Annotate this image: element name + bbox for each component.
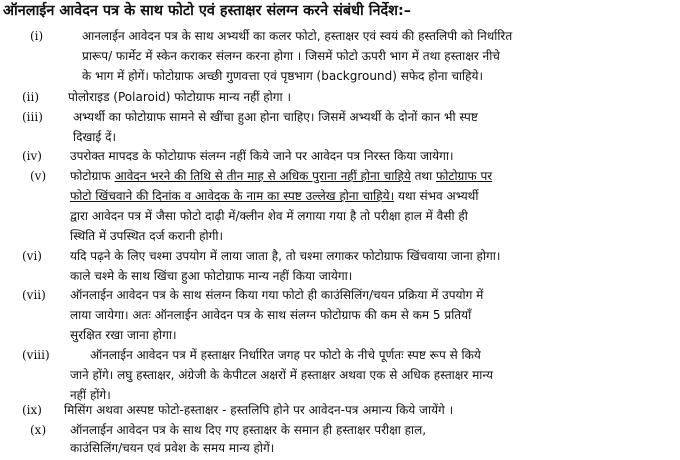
item-text-line: ऑनलाईन आवेदन पत्र में हस्ताक्षर निर्धारित जगह पर फोटो के नीचे पूर्णतः स्पष्ट रूप से किये xyxy=(90,348,481,362)
underlined-text: फोटोग्राफ पर xyxy=(436,169,493,183)
instruction-item-5 xyxy=(0,166,680,246)
item-number: (v) xyxy=(30,169,47,183)
item-text-line: यदि पढ़ने के लिए चश्मा उपयोग में लाया जाता है, तो चश्मा लगाकर फोटोग्राफ खिंचवाया जाना होगा। xyxy=(70,249,501,263)
item-text-line: काउंसिलिंग/चयन एवं प्रवेश के समय मान्य होगें। xyxy=(70,441,275,455)
text-segment: तथा xyxy=(410,169,437,183)
underlined-text: आवेदन भरने की तिथि से तीन माह से अधिक पुराना नहीं होना चाहिये xyxy=(114,169,411,183)
item-number: (iii) xyxy=(22,110,43,124)
item-text-line: स्थिति में उपस्थित दर्ज करानी होगी। xyxy=(70,229,224,243)
text-segment: यथा संभव अभ्यर्थी xyxy=(394,189,479,203)
item-number: (viii) xyxy=(22,348,50,362)
instruction-item-3 xyxy=(0,107,680,147)
instruction-item-10 xyxy=(0,420,680,460)
item-text-line: नहीं होंगे। xyxy=(70,388,111,402)
item-text-line: जाने होंगे। लघु हस्ताक्षर, अंग्रेजी के केपीटल अक्षरों में हस्ताक्षर अथवा एक से अधिक हस्ताक्षर मान्य xyxy=(70,368,493,382)
item-text-line: काले चश्मे के साथ खिंचा हुआ फोटोग्राफ मान्य नहीं किया जायेगा। xyxy=(70,269,353,283)
item-text-line: के भाग में होगें। फोटोग्राफ अच्छी गुणवत्ता एवं पृष्ठभाग (background) सफेद होना चाहिये। xyxy=(82,69,484,83)
instruction-item-9 xyxy=(0,400,680,420)
instruction-item-7 xyxy=(0,285,680,345)
instruction-item-8 xyxy=(0,345,680,405)
item-text-line: सुरक्षित रखा जाना होगा। xyxy=(70,328,177,342)
item-text-line xyxy=(70,186,478,206)
item-text-line: लाया जायेगा। अतः ऑनलाईन आवेदन पत्र के साथ संलग्न फोटोग्राफ की कम से कम 5 प्रतियाँ xyxy=(70,308,472,322)
item-text-line: अभ्यर्थी का फोटोग्राफ सामने से खींचा हुआ होना चाहिए। जिसमें अभ्यर्थी के दोनों कान भी स्पष्ट xyxy=(73,110,478,124)
text-segment: फोटोग्राफ xyxy=(70,169,115,183)
document-title: ऑनलाईन आवेदन पत्र के साथ फोटो एवं हस्ताक्षर संलग्न करने संबंधी निर्देश:– xyxy=(3,3,411,19)
item-text-line: ऑनलाईन आवेदन पत्र के साथ संलग्न किया गया फोटो ही काउंसिलिंग/चयन प्रक्रिया में उपयोग में xyxy=(70,288,484,302)
item-number: (ix) xyxy=(22,403,42,417)
item-number: (i) xyxy=(30,29,44,43)
item-text-line: आनलाईन आवेदन पत्र के साथ अभ्यर्थी का कलर फोटो, हस्ताक्षर एवं स्वयं की हस्तलिपी को निर्धारित xyxy=(82,29,513,43)
item-text-line: मिसिंग अथवा अस्पष्ट फोटो-हस्ताक्षर - हस्तलिपि होने पर आवेदन-पत्र अमान्य किये जायेंगे । xyxy=(64,403,454,417)
item-text-line: दिखाई दें। xyxy=(73,130,117,144)
item-number: (ii) xyxy=(22,90,40,104)
underlined-text: फोटो खिंचवाने की दिनांक व आवेदक के नाम का स्पष्ट उल्लेख होना चाहिये। xyxy=(70,189,395,203)
item-text-line: प्रारूप/ फार्मेट में स्केन कराकर संलग्न करना होगा । जिसमें फोटो ऊपरी भाग में तथा हस्ताक्षर नीचे xyxy=(82,49,500,63)
item-text-line xyxy=(70,166,492,186)
item-text-line: ऑनलाईन आवेदन पत्र के साथ दिए गए हस्ताक्षर के समान ही हस्ताक्षर परीक्षा हाल, xyxy=(70,423,427,437)
item-text-line: पोलोराइड (Polaroid) फोटोग्राफ मान्य नहीं होगा । xyxy=(68,90,292,104)
instruction-item-4 xyxy=(0,146,680,166)
item-number: (iv) xyxy=(22,149,42,163)
item-text-line: उपरोक्त मापदड के फोटोग्राफ संलग्न नहीं किये जाने पर आवेदन पत्र निरस्त किया जायेगा। xyxy=(70,149,454,163)
item-number: (vii) xyxy=(22,288,46,302)
instruction-item-1 xyxy=(0,26,680,86)
instruction-item-2 xyxy=(0,87,680,107)
instruction-item-6 xyxy=(0,246,680,286)
item-number: (vi) xyxy=(22,249,42,263)
item-number: (x) xyxy=(30,423,47,437)
item-text-line: द्वारा आवेदन पत्र में जैसा फोटो दाढ़ी में/क्लीन शेव में लगाया गया है तो परीक्षा हाल में वैसी ही xyxy=(70,209,468,223)
